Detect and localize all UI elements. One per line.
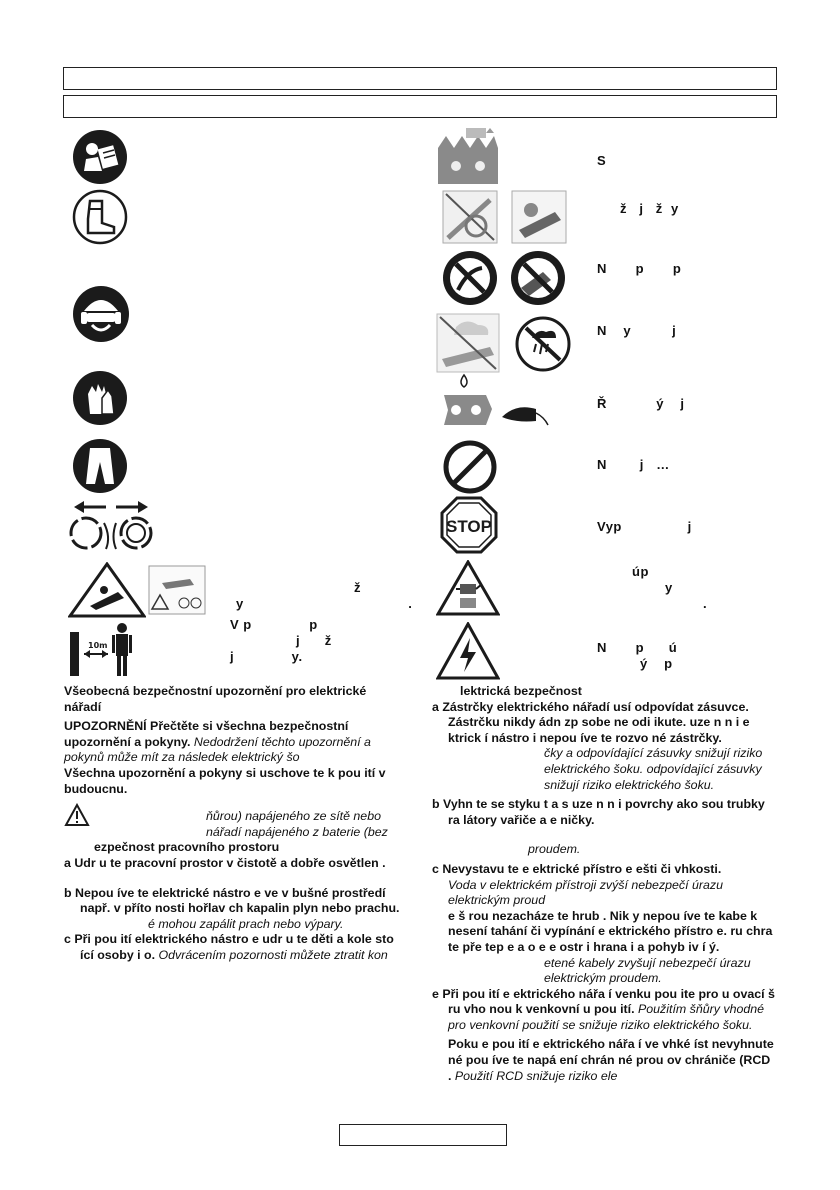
chain-oil-icon [440, 373, 550, 434]
electrical-item-d: e š rou nezacháze te hrub . Nik y nepou íve te kabe k nesení tahání či vypínání e ektrického přístro e. ru chra te pře tep e a o e e ostr i hrana i a pohyb iv í ý. [448, 908, 773, 954]
prohibited-icon [442, 439, 498, 500]
left-text-column [64, 684, 404, 964]
electrical-item-d-note: etené kabely zvyšují nebezpečí úrazu elektrickým proudem. [544, 955, 751, 986]
kickback-text-a: ž [354, 580, 361, 595]
warning-italic-text: Nedodržení těchto upozornění a pokynů může mít za následek elektrický šo [64, 734, 371, 765]
distance-text-b: j ž [296, 633, 332, 648]
electrical-item-b-note: proudem. [528, 842, 581, 857]
symbol-text-6: N j … [597, 457, 670, 472]
stop-sign-icon [440, 496, 498, 559]
symbol-text-8a: úp [632, 564, 649, 579]
saw-use-illustration-icon [511, 190, 567, 249]
symbol-text-9a: N p ú [597, 640, 678, 655]
electric-shock-warning-icon [436, 622, 500, 685]
work-area-heading: ezpečnost pracovního prostoru [94, 840, 280, 855]
no-cutting-cable-icon [509, 250, 567, 311]
general-safety-title: Všeobecná bezpečnostní upozornění pro elektrické nářadí [64, 684, 367, 714]
symbol-text-5: Ř ý j [597, 396, 685, 411]
no-cutting-hoses-icon [442, 250, 498, 311]
distance-label: 10m [88, 641, 108, 650]
work-area-item-b: b Nepou íve te elektrické nástro e ve v bušné prostředí např. v příto nosti hořlav ch kapalin plyn nebo prachu. [64, 885, 400, 916]
two-hand-operation-icon [148, 565, 206, 620]
stop-sign-text: STOP [446, 517, 492, 536]
electrical-safety-heading: lektrická bezpečnost [460, 684, 582, 698]
no-cutting-metal-icon [442, 190, 498, 249]
electrical-item-e-note: Použitím šňůry vhodné pro venkovní použití se snižuje riziko elektrického šoku. [448, 1002, 765, 1032]
gloves-icon [72, 370, 128, 431]
symbol-text-8c: . [703, 596, 708, 611]
chain-direction-icon [66, 497, 156, 558]
electrical-item-a-note-1: čky a odpovídající zásuvky snižují riziko elektrického šoku. odpovídající zásuvky snižují riziko elektrického šoku. [544, 746, 763, 792]
right-text-column [432, 684, 777, 1084]
page-number-box [339, 1124, 507, 1146]
keep-instructions-text: Všechna upozornění a pokyny si uschove te k pou ití v budoucnu. [64, 765, 386, 796]
no-rain-exposure-icon [436, 313, 500, 378]
unplug-before-maintenance-icon [436, 560, 500, 621]
symbol-text-4: N y j [597, 323, 677, 338]
symbol-text-8b: y [665, 580, 673, 595]
work-area-item-b-note: é mohou zapálit prach nebo výpary. [148, 916, 344, 931]
electrical-item-c-note: Voda v elektrickém přístroji zvýší nebezpečí úrazu elektrickým proud [448, 877, 724, 908]
symbol-text-2: ž j ž y [620, 201, 679, 216]
distance-text-a: V p p [230, 617, 318, 632]
protective-trousers-icon [72, 438, 128, 499]
symbol-text-9b: ý p [640, 656, 673, 671]
electrical-item-b: b Vyhn te se styku t a s uze n n i povrchy ako sou trubky ra látory vařiče a e ničky. [432, 797, 765, 827]
electrical-item-c: c Nevystavu te e ektrické přístro e ešti či vhkosti. [432, 861, 722, 876]
header-bar-second [63, 95, 777, 118]
electrical-item-f-note: Použití RCD snižuje riziko ele [454, 1068, 618, 1083]
safe-distance-icon [70, 622, 138, 683]
safety-boots-icon [72, 189, 128, 250]
work-area-item-a: a Udr u te pracovní prostor v čistotě a dobře osvětlen . [64, 855, 386, 870]
chain-saw-chain-icon [436, 128, 500, 193]
helmet-goggles-ear-protection-icon [72, 285, 130, 348]
kickback-warning-icon [68, 562, 146, 623]
read-manual-icon [72, 129, 128, 190]
no-wet-conditions-icon [514, 316, 572, 377]
symbol-text-1: S [597, 153, 607, 168]
header-bar-top [63, 67, 777, 90]
electrical-item-e: e Při pou ití e ektrického nářa í venku pou ite pro u ovací š ru vho nou k venkovní u pou ití. [432, 986, 775, 1017]
power-tool-note: ňůrou) napájeného ze sítě nebo nářadí napájeného z baterie (bez [206, 809, 388, 839]
symbol-text-7: Vyp j [597, 519, 692, 534]
electrical-item-a: a Zástrčky elektrického nářadí usí odpovídat zásuvce. Zástrčku nikdy ádn zp sobe ne odi ikute. uze n n i e ktrick í nástro i nepou íve te rozvo né zástrčky. [432, 699, 750, 745]
distance-text-c: j y. [230, 649, 303, 664]
work-area-item-c-note: Odvrácením pozornosti můžete ztratit kon [158, 947, 388, 962]
electrical-item-f: Poku e pou ití e ektrického nářa í ve vhké íst nevyhnute né pou íve te napá ení chrán né prou ov chrániče (RCD . [448, 1037, 774, 1083]
symbol-text-3: N p p [597, 261, 682, 276]
warning-bold-text: UPOZORNĚNÍ Přečtěte si všechna bezpečnostní upozornění a pokyny. [64, 719, 349, 749]
kickback-text-b: y . [236, 596, 413, 611]
warning-triangle-icon [64, 803, 90, 827]
work-area-item-c: c Při pou ití elektrického nástro e udr u te děti a kole sto ící osoby i o. [64, 932, 394, 962]
